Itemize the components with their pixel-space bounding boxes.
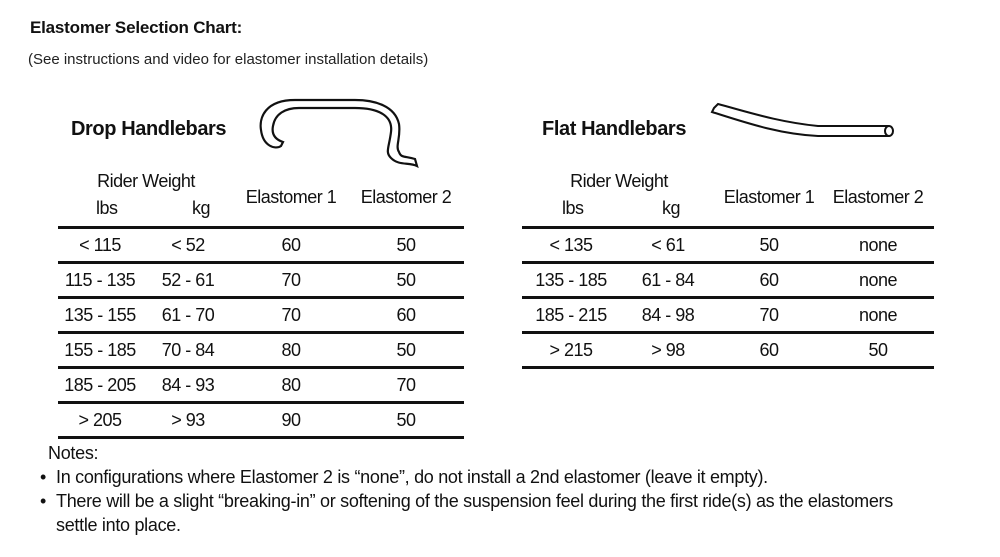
flat-section-title: Flat Handlebars xyxy=(542,118,687,140)
kg-header: kg xyxy=(192,198,211,218)
elastomer2-cell: none xyxy=(822,228,934,263)
table-row xyxy=(58,403,464,438)
elastomer2-cell: 50 xyxy=(348,263,464,298)
notes xyxy=(48,441,936,537)
elastomer2-cell: 60 xyxy=(348,298,464,333)
lbs-cell: 135 - 155 xyxy=(58,298,142,333)
kg-cell: 61 - 70 xyxy=(142,298,234,333)
elastomer2-cell: 70 xyxy=(348,368,464,403)
lbs-cell: < 135 xyxy=(522,228,620,263)
drop-table xyxy=(58,168,464,439)
rider-weight-header: Rider Weight lbs kg xyxy=(96,171,211,218)
table-row xyxy=(58,263,464,298)
table-row xyxy=(522,263,934,298)
kg-cell: 84 - 98 xyxy=(620,298,716,333)
table-row xyxy=(58,368,464,403)
table-row xyxy=(58,228,464,263)
elastomer2-header: Elastomer 2 xyxy=(360,186,452,207)
lbs-cell: 185 - 205 xyxy=(58,368,142,403)
elastomer1-cell: 70 xyxy=(234,298,348,333)
table-row xyxy=(522,333,934,368)
notes-title: Notes: xyxy=(48,443,99,463)
lbs-cell: 185 - 215 xyxy=(522,298,620,333)
elastomer2-cell: none xyxy=(822,298,934,333)
kg-cell: 61 - 84 xyxy=(620,263,716,298)
table-row xyxy=(58,333,464,368)
lbs-cell: 115 - 135 xyxy=(58,263,142,298)
kg-cell: < 61 xyxy=(620,228,716,263)
kg-header: kg xyxy=(662,198,681,218)
flat-table xyxy=(522,168,934,369)
elastomer1-cell: 70 xyxy=(234,263,348,298)
elastomer1-cell: 80 xyxy=(234,333,348,368)
lbs-cell: 155 - 185 xyxy=(58,333,142,368)
table-row xyxy=(522,228,934,263)
kg-cell: < 52 xyxy=(142,228,234,263)
kg-cell: > 93 xyxy=(142,403,234,438)
elastomer2-cell: 50 xyxy=(348,403,464,438)
note-item: • In configurations where Elastomer 2 is “none”, do not install a 2nd elastomer (leave it empty). xyxy=(40,465,936,489)
lbs-header: lbs xyxy=(562,198,584,218)
elastomer1-cell: 90 xyxy=(234,403,348,438)
elastomer1-header: Elastomer 1 xyxy=(723,186,815,207)
chart-subtitle: (See instructions and video for elastomer installation details) xyxy=(28,51,429,68)
table-row xyxy=(522,298,934,333)
flat-handlebar-icon xyxy=(708,100,900,146)
lbs-cell: > 205 xyxy=(58,403,142,438)
elastomer2-cell: 50 xyxy=(822,333,934,368)
elastomer1-cell: 60 xyxy=(716,263,822,298)
drop-section-title: Drop Handlebars xyxy=(71,118,227,140)
chart-title: Elastomer Selection Chart: xyxy=(30,18,243,37)
rider-weight-header: Rider Weight lbs kg xyxy=(562,171,681,218)
kg-cell: 70 - 84 xyxy=(142,333,234,368)
elastomer2-header: Elastomer 2 xyxy=(832,186,924,207)
elastomer2-cell: 50 xyxy=(348,228,464,263)
kg-cell: > 98 xyxy=(620,333,716,368)
elastomer1-cell: 80 xyxy=(234,368,348,403)
lbs-cell: 135 - 185 xyxy=(522,263,620,298)
kg-cell: 84 - 93 xyxy=(142,368,234,403)
elastomer1-cell: 50 xyxy=(716,228,822,263)
table-row xyxy=(58,298,464,333)
kg-cell: 52 - 61 xyxy=(142,263,234,298)
elastomer1-cell: 60 xyxy=(716,333,822,368)
drop-handlebar-icon xyxy=(255,96,423,172)
lbs-cell: < 115 xyxy=(58,228,142,263)
note-item: • There will be a slight “breaking-in” or softening of the suspension feel during the first ride(s) as the elastomers settle into place. xyxy=(40,489,936,537)
elastomer1-cell: 60 xyxy=(234,228,348,263)
lbs-cell: > 215 xyxy=(522,333,620,368)
lbs-header: lbs xyxy=(96,198,118,218)
elastomer2-cell: 50 xyxy=(348,333,464,368)
elastomer1-header: Elastomer 1 xyxy=(245,186,337,207)
elastomer1-cell: 70 xyxy=(716,298,822,333)
elastomer2-cell: none xyxy=(822,263,934,298)
